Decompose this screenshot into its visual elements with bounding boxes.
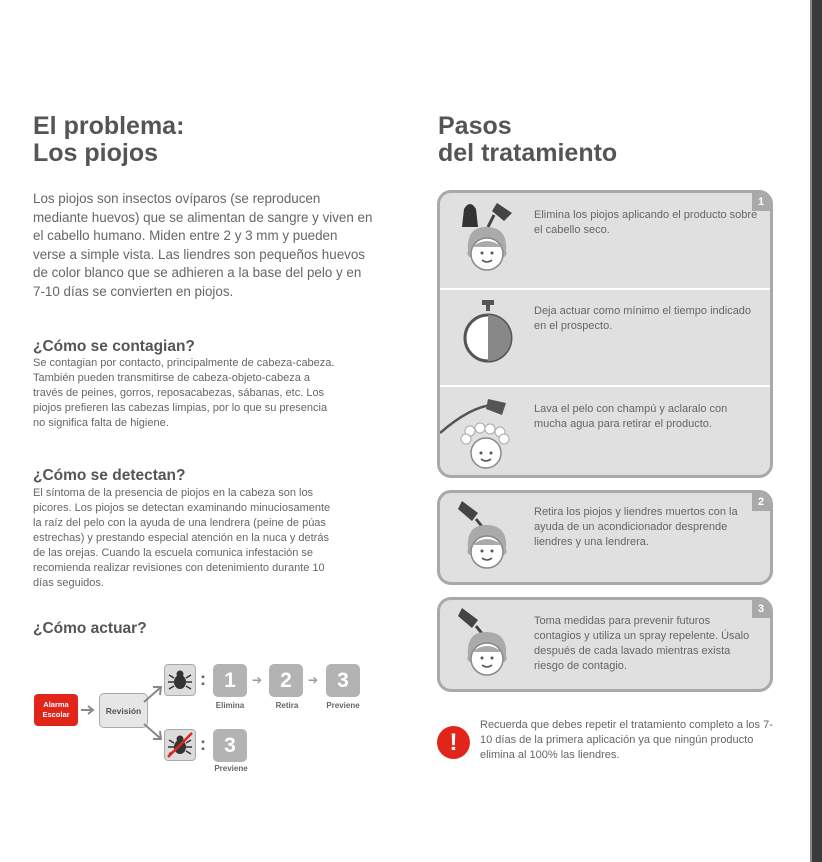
step-text: Elimina los piojos aplicando el producto sobre el cabello seco.: [534, 209, 758, 236]
colon-separator: :: [200, 734, 206, 754]
arrow-icon: ➔: [252, 673, 263, 687]
intro-paragraph: Los piojos son insectos ovíparos (se reproducen mediante huevos) que se alimentan de sangre y viven en el cabello humano. Miden entre 2 y 3 mm y pueden verse a simple vista. Las liendres son pequeños huevos de color blanco que se adhieren a la base del pelo y en 7-10 días se convierten en piojos.: [33, 191, 373, 299]
treatment-card-1: [437, 190, 773, 478]
spray-icon: [452, 604, 522, 684]
left-title-line2: Los piojos: [33, 139, 158, 167]
action-heading: ¿Cómo actuar?: [33, 620, 147, 637]
right-title: [438, 113, 617, 167]
warning-icon: !: [437, 726, 470, 759]
contagion-heading: ¿Cómo se contagian?: [33, 338, 195, 355]
alarm-box: Alarma Escolar: [34, 694, 78, 726]
arrow-down-icon: [142, 722, 166, 744]
timer-icon: [452, 296, 522, 376]
step-1-box: 1: [213, 664, 247, 697]
step-text: Deja actuar como mínimo el tiempo indicado en el prospecto.: [534, 305, 752, 332]
no-louse-icon: [164, 729, 196, 761]
card-badge: 1: [752, 193, 770, 211]
step-2-box: 2: [269, 664, 303, 697]
arrow-up-icon: [142, 682, 166, 704]
contagion-text: Se contagian por contacto, principalmente de cabeza-cabeza. También pueden transmitirse de cabeza-objeto-cabeza a través de peines, gorros, reposacabezas, sábanas, etc. Los piojos prefieren las cabezas limpias, por lo que su presencia no significa falta de higiene.: [33, 357, 335, 429]
step-3-box: 3: [326, 664, 360, 697]
step-2-label: Retira: [275, 701, 299, 710]
prevent-step-box: 3: [213, 729, 247, 762]
step-row: [440, 193, 770, 290]
card-badge: 2: [752, 493, 770, 511]
colon-separator: :: [200, 669, 206, 689]
left-title-line1: El problema:: [33, 112, 185, 140]
arrow-icon: ➔: [308, 673, 319, 687]
revision-box: Revisión: [99, 693, 148, 728]
step-1-label: Elimina: [215, 701, 245, 710]
step-text: Toma medidas para prevenir futuros contagios y utiliza un spray repelente. Úsalo después de cada lavado mientras exista riesgo de contagio.: [534, 615, 750, 672]
comb-icon: [452, 497, 522, 577]
repeat-note: Recuerda que debes repetir el tratamiento completo a los 7-10 días de la primera aplicación ya que ningún producto elimina al 100% las liendres.: [480, 719, 773, 761]
louse-icon: [164, 664, 196, 696]
step-row: [440, 387, 770, 478]
right-title-line2: del tratamiento: [438, 139, 618, 167]
arrow-icon: [80, 704, 98, 716]
step-text: Retira los piojos y liendres muertos con la ayuda de un acondicionador desprende liendres y una lendrera.: [534, 506, 738, 548]
step-text: Lava el pelo con champú y aclaralo con mucha agua para retirar el producto.: [534, 403, 728, 430]
treatment-card-3: [437, 597, 773, 692]
treatment-card-2: [437, 490, 773, 585]
card-badge: 3: [752, 600, 770, 618]
prevent-step-label: Previene: [214, 764, 248, 773]
step-row: [440, 290, 770, 387]
detection-text: El síntoma de la presencia de piojos en la cabeza son los picores. Los piojos se detectan examinando minuciosamente la raíz del pelo con la ayuda de una lendrera (peine de púas estrechas) y prestando especial atención en la nuca y detrás de las orejas. Cuando la escuela comunica infestación se recomienda realizar revisiones con detenimiento durante 10 días seguidos.: [33, 487, 331, 589]
step-3-label: Previene: [326, 701, 360, 710]
shower-icon: [440, 393, 526, 478]
left-title: [33, 113, 184, 167]
apply-product-icon: [452, 199, 522, 279]
detection-heading: ¿Cómo se detectan?: [33, 467, 186, 484]
right-title-line1: Pasos: [438, 112, 512, 140]
